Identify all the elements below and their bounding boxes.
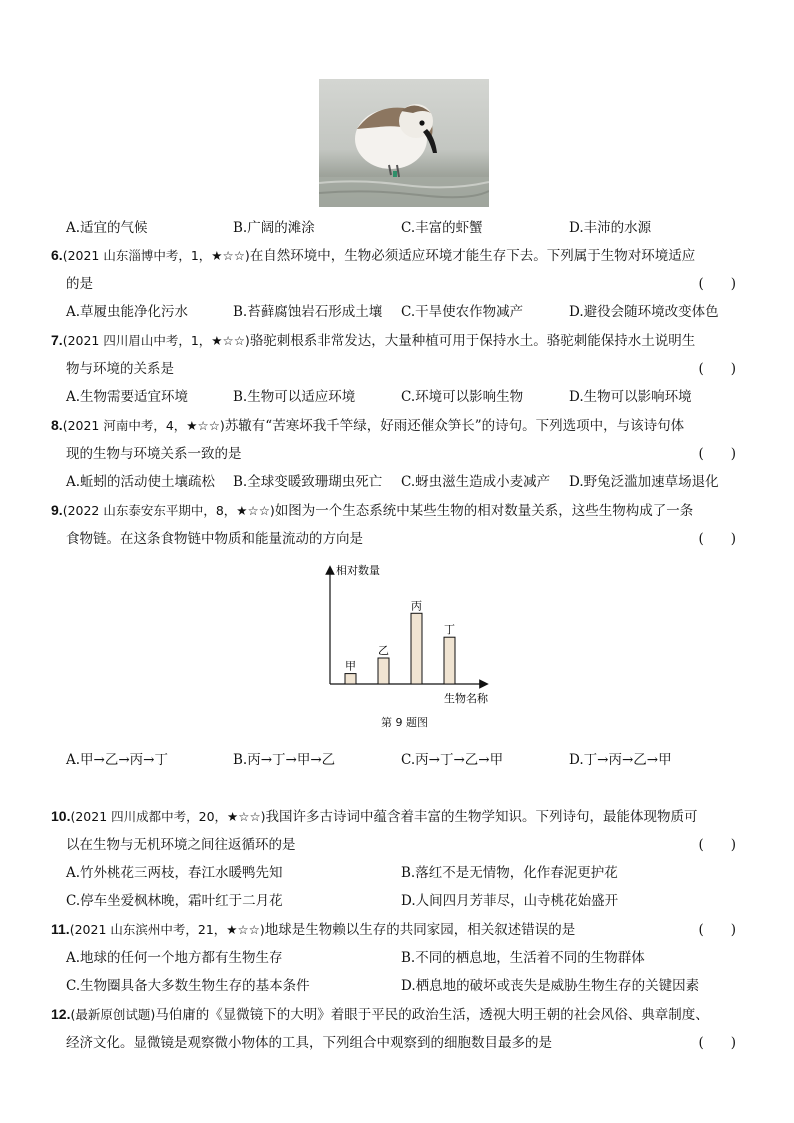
question-10-line2: 以在生物与无机环境之间往返循环的是	[66, 837, 296, 853]
question-number: 7.	[51, 332, 63, 348]
question-text: 我国许多古诗词中蕴含着丰富的生物学知识。下列诗句，最能体现物质可	[265, 809, 698, 825]
q11-option-c[interactable]: C.生物圈具备大多数生物生存的基本条件	[66, 978, 310, 994]
q7-option-d[interactable]: D.生物可以影响环境	[569, 389, 692, 405]
question-text: 在自然环境中，生物必须适应环境才能生存下去。下列属于生物对环境适应	[249, 248, 696, 264]
shorebird-illustration	[319, 79, 489, 207]
q10-option-b[interactable]: B.落红不是无情物，化作春泥更护花	[401, 865, 618, 881]
question-number: 6.	[51, 247, 63, 263]
question-7-line1	[51, 329, 695, 349]
bar-label-3: 丙	[411, 599, 422, 613]
q9-option-a[interactable]: A.甲→乙→丙→丁	[66, 752, 168, 768]
question-6-line1	[51, 244, 695, 264]
bar-label-1: 甲	[345, 659, 356, 673]
q6-option-a[interactable]: A.草履虫能净化污水	[66, 304, 189, 320]
q5-option-a[interactable]: A.适宜的气候	[66, 220, 148, 236]
q8-option-b[interactable]: B.全球变暖致珊瑚虫死亡	[233, 474, 383, 490]
question-12-line1	[51, 1003, 709, 1023]
question-11-line1	[51, 918, 575, 938]
question-text: 骆驼刺根系非常发达，大量种植可用于保持水土。骆驼刺能保持水土说明生	[249, 333, 696, 349]
question-text: 地球是生物赖以生存的共同家园，相关叙述错误的是	[264, 922, 576, 938]
answer-blank[interactable]: ( )	[698, 1035, 736, 1051]
q9-option-c[interactable]: C.丙→丁→乙→甲	[401, 752, 504, 768]
question-source: (2021 山东滨州中考，21，★☆☆)	[69, 922, 265, 937]
answer-blank[interactable]: ( )	[698, 531, 736, 547]
q10-option-a[interactable]: A.竹外桃花三两枝，春江水暖鸭先知	[66, 865, 283, 881]
q10-option-c[interactable]: C.停车坐爱枫林晚，霜叶红于二月花	[66, 893, 283, 909]
q7-option-c[interactable]: C.环境可以影响生物	[401, 389, 524, 405]
y-axis-label: 相对数量	[336, 564, 380, 577]
question-number: 9.	[51, 502, 63, 518]
q7-option-b[interactable]: B.生物可以适应环境	[233, 389, 356, 405]
q6-option-d[interactable]: D.避役会随环境改变体色	[569, 304, 719, 320]
question-source: (最新原创试题)	[70, 1007, 156, 1022]
question-source: (2022 山东泰安东平期中，8，★☆☆)	[62, 503, 275, 518]
question-9-line2: 食物链。在这条食物链中物质和能量流动的方向是	[66, 531, 363, 547]
q11-option-d[interactable]: D.栖息地的破坏或丧失是威胁生物生存的关键因素	[401, 978, 700, 994]
question-7-line2: 物与环境的关系是	[66, 361, 174, 377]
relative-quantity-bar-chart	[300, 560, 530, 710]
bird-photo	[319, 79, 489, 207]
question-number: 10.	[51, 808, 71, 824]
q9-option-d[interactable]: D.丁→丙→乙→甲	[569, 752, 672, 768]
question-number: 11.	[51, 921, 70, 937]
q5-option-d[interactable]: D.丰沛的水源	[569, 220, 652, 236]
q7-option-a[interactable]: A.生物需要适宜环境	[66, 389, 189, 405]
bar-3	[411, 613, 422, 684]
question-10-line1	[51, 805, 698, 825]
question-12-line2: 经济文化。显微镜是观察微小物体的工具，下列组合中观察到的细胞数目最多的是	[66, 1035, 552, 1051]
question-number: 12.	[51, 1006, 71, 1022]
q9-option-b[interactable]: B.丙→丁→甲→乙	[233, 752, 336, 768]
question-source: (2021 四川眉山中考，1，★☆☆)	[62, 333, 250, 348]
q8-option-a[interactable]: A.蚯蚓的活动使土壤疏松	[66, 474, 216, 490]
question-8-line2: 现的生物与环境关系一致的是	[66, 446, 242, 462]
answer-blank[interactable]: ( )	[698, 922, 736, 938]
question-9-line1	[51, 499, 693, 519]
q11-option-a[interactable]: A.地球的任何一个地方都有生物生存	[66, 950, 283, 966]
question-text: 苏辙有“苦寒坏我千竿绿，好雨还催众笋长”的诗句。下列选项中，与该诗句体	[224, 418, 685, 434]
question-source: (2021 四川成都中考，20，★☆☆)	[70, 809, 266, 824]
question-8-line1	[51, 414, 684, 434]
figure-caption: 第 9 题图	[381, 716, 428, 729]
q6-option-b[interactable]: B.苔藓腐蚀岩石形成土壤	[233, 304, 383, 320]
q8-option-d[interactable]: D.野兔泛滥加速草场退化	[569, 474, 719, 490]
bar-label-4: 丁	[444, 623, 455, 637]
answer-blank[interactable]: ( )	[698, 837, 736, 853]
q5-option-c[interactable]: C.丰富的虾蟹	[401, 220, 483, 236]
question-text: 马伯庸的《显微镜下的大明》着眼于平民的政治生活，透视大明王朝的社会风俗、典章制度、	[155, 1007, 709, 1023]
question-source: (2021 山东淄博中考，1，★☆☆)	[62, 248, 250, 263]
question-text: 如图为一个生态系统中某些生物的相对数量关系，这些生物构成了一条	[274, 503, 694, 519]
x-axis-label: 生物名称	[444, 692, 488, 705]
bar-4	[444, 637, 455, 684]
question-6-line2: 的是	[66, 276, 93, 292]
answer-blank[interactable]: ( )	[698, 276, 736, 292]
bar-label-2: 乙	[378, 644, 389, 657]
question-number: 8.	[51, 417, 63, 433]
answer-blank[interactable]: ( )	[698, 446, 736, 462]
question-source: (2021 河南中考，4，★☆☆)	[62, 418, 225, 433]
bar-1	[345, 674, 356, 684]
q10-option-d[interactable]: D.人间四月芳菲尽，山寺桃花始盛开	[401, 893, 619, 909]
bar-2	[378, 658, 389, 684]
q6-option-c[interactable]: C.干旱使农作物减产	[401, 304, 524, 320]
q11-option-b[interactable]: B.不同的栖息地，生活着不同的生物群体	[401, 950, 645, 966]
q8-option-c[interactable]: C.蚜虫滋生造成小麦减产	[401, 474, 551, 490]
q5-option-b[interactable]: B.广阔的滩涂	[233, 220, 315, 236]
answer-blank[interactable]: ( )	[698, 361, 736, 377]
